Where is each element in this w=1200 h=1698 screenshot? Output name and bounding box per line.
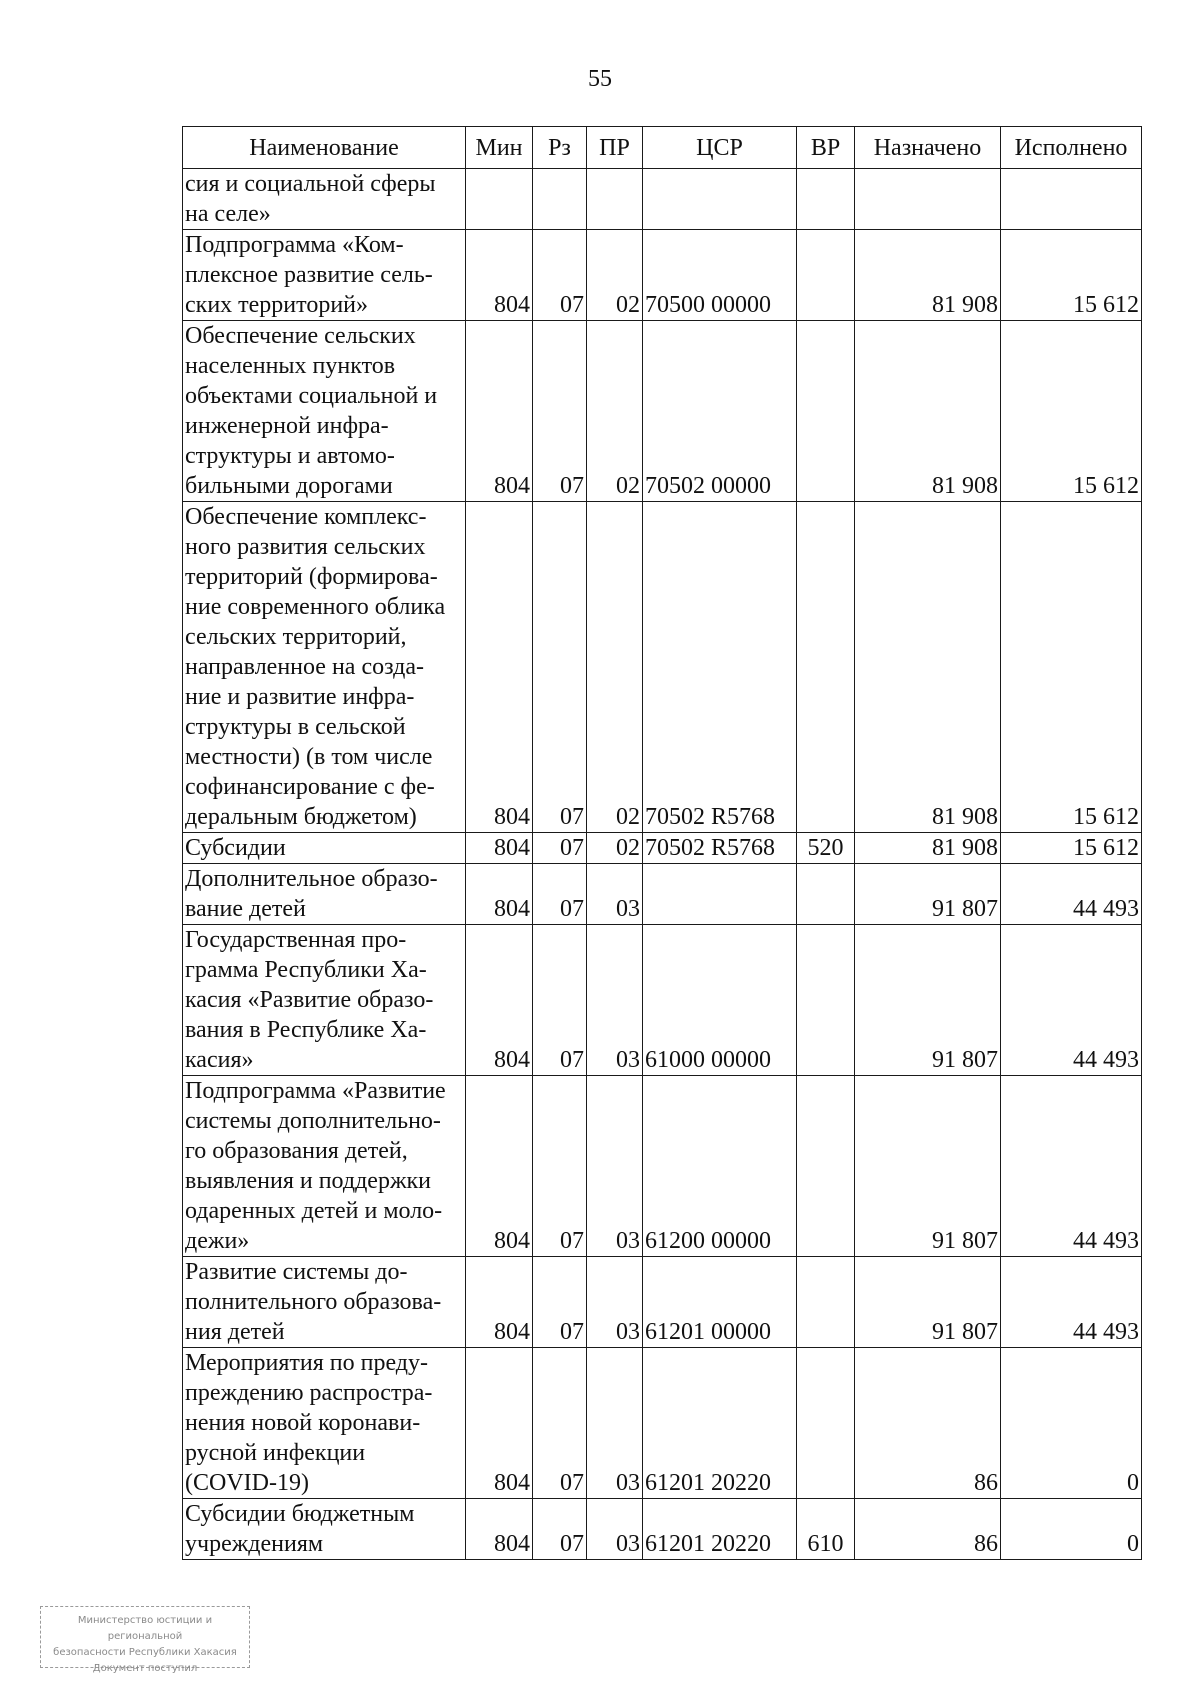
cell-min: 804: [466, 1499, 533, 1560]
cell-name-line: деральным бюджетом): [185, 804, 417, 830]
cell-name-line: нения новой коронави-: [185, 1410, 421, 1436]
cell-name-line: сельских территорий,: [185, 624, 407, 650]
cell-rz: 07: [533, 1076, 587, 1257]
cell-name-line: Развитие системы до-: [185, 1259, 408, 1285]
cell-vr: 520: [797, 833, 855, 864]
registration-stamp: [40, 1606, 250, 1674]
cell-name-line: русной инфекции: [185, 1440, 366, 1466]
cell-assigned: 81 908: [855, 833, 1001, 864]
cell-min: 804: [466, 230, 533, 321]
cell-assigned: 91 807: [855, 925, 1001, 1076]
cell-name-line: Мероприятия по преду-: [185, 1350, 428, 1376]
cell-name-line: Субсидии бюджетным: [185, 1501, 415, 1527]
cell-rz: 07: [533, 1348, 587, 1499]
cell-executed: 44 493: [1001, 1076, 1142, 1257]
cell-name-line: преждению распростра-: [185, 1380, 433, 1406]
cell-assigned: 91 807: [855, 1076, 1001, 1257]
cell-name-line: (COVID-19): [185, 1470, 309, 1496]
cell-name-line: инженерной инфра-: [185, 413, 389, 439]
cell-name-line: сия и социальной сферы: [185, 171, 436, 197]
cell-rz: 07: [533, 1257, 587, 1348]
cell-vr: [797, 925, 855, 1076]
cell-csr: 61201 00000: [643, 1257, 797, 1348]
cell-rz: 07: [533, 925, 587, 1076]
table-row: [183, 925, 1142, 1076]
cell-executed: 15 612: [1001, 833, 1142, 864]
cell-name-line: касия «Развитие образо-: [185, 987, 434, 1013]
header-assigned: Назначено: [855, 127, 1001, 169]
cell-assigned: 91 807: [855, 864, 1001, 925]
cell-pr: 03: [587, 1499, 643, 1560]
cell-min: [466, 169, 533, 230]
table-row: [183, 1499, 1142, 1560]
cell-name-line: Субсидии: [185, 835, 286, 861]
cell-name-line: вания в Республике Ха-: [185, 1017, 427, 1043]
cell-name: [183, 502, 466, 833]
cell-csr: [643, 169, 797, 230]
cell-pr: 03: [587, 1257, 643, 1348]
table-row: [183, 169, 1142, 230]
cell-csr: 70500 00000: [643, 230, 797, 321]
cell-name: [183, 169, 466, 230]
cell-name-line: Подпрограмма «Ком-: [185, 232, 404, 258]
cell-rz: 07: [533, 321, 587, 502]
cell-executed: [1001, 169, 1142, 230]
cell-pr: 02: [587, 321, 643, 502]
cell-pr: 02: [587, 230, 643, 321]
cell-name-line: го образования детей,: [185, 1138, 408, 1164]
stamp-line: Документ поступил: [92, 1663, 198, 1674]
cell-name: [183, 833, 466, 864]
cell-min: 804: [466, 321, 533, 502]
cell-rz: [533, 169, 587, 230]
cell-csr: [643, 864, 797, 925]
cell-vr: [797, 321, 855, 502]
cell-name-line: ния детей: [185, 1319, 285, 1345]
cell-rz: 07: [533, 502, 587, 833]
table-row: [183, 321, 1142, 502]
cell-rz: 07: [533, 1499, 587, 1560]
cell-name-line: системы дополнительно-: [185, 1108, 441, 1134]
cell-pr: 02: [587, 833, 643, 864]
cell-csr: 70502 R5768: [643, 833, 797, 864]
cell-min: 804: [466, 833, 533, 864]
cell-name-line: выявления и поддержки: [185, 1168, 432, 1194]
cell-name-line: дежи»: [185, 1228, 250, 1254]
table-row: [183, 230, 1142, 321]
stamp-line: Министерство юстиции и региональной: [77, 1615, 213, 1642]
cell-csr: 61201 20220: [643, 1348, 797, 1499]
table-body: [183, 169, 1142, 1560]
table-row: [183, 833, 1142, 864]
table-row: [183, 1076, 1142, 1257]
cell-name-line: объектами социальной и: [185, 383, 438, 409]
header-rz: Рз: [533, 127, 587, 169]
table-header-row: [183, 127, 1142, 169]
cell-executed: 15 612: [1001, 321, 1142, 502]
cell-name: [183, 1257, 466, 1348]
cell-vr: [797, 1348, 855, 1499]
cell-name-line: населенных пунктов: [185, 353, 396, 379]
cell-assigned: 86: [855, 1499, 1001, 1560]
cell-assigned: 81 908: [855, 321, 1001, 502]
cell-min: 804: [466, 925, 533, 1076]
cell-executed: 0: [1001, 1348, 1142, 1499]
cell-vr: [797, 864, 855, 925]
cell-vr: [797, 230, 855, 321]
cell-name-line: Обеспечение сельских: [185, 323, 416, 349]
cell-name-line: вание детей: [185, 896, 306, 922]
cell-vr: [797, 169, 855, 230]
cell-assigned: 91 807: [855, 1257, 1001, 1348]
cell-name-line: полнительного образова-: [185, 1289, 442, 1315]
table-row: [183, 864, 1142, 925]
table-row: [183, 1257, 1142, 1348]
cell-name-line: касия»: [185, 1047, 254, 1073]
cell-assigned: 81 908: [855, 230, 1001, 321]
cell-name-line: направленное на созда-: [185, 654, 425, 680]
cell-name-line: местности) (в том числе: [185, 744, 433, 770]
cell-assigned: 81 908: [855, 502, 1001, 833]
table-row: [183, 1348, 1142, 1499]
cell-vr: [797, 1257, 855, 1348]
cell-name-line: учреждениям: [185, 1531, 324, 1557]
cell-pr: 03: [587, 864, 643, 925]
cell-vr: [797, 1076, 855, 1257]
header-pr: ПР: [587, 127, 643, 169]
cell-pr: 03: [587, 925, 643, 1076]
cell-executed: 44 493: [1001, 864, 1142, 925]
cell-name: [183, 1348, 466, 1499]
header-min: Мин: [466, 127, 533, 169]
cell-min: 804: [466, 1257, 533, 1348]
cell-csr: 61000 00000: [643, 925, 797, 1076]
cell-name-line: бильными дорогами: [185, 473, 393, 499]
cell-rz: 07: [533, 864, 587, 925]
budget-table: [182, 126, 1142, 1560]
cell-name-line: ских территорий»: [185, 292, 368, 318]
cell-csr: 70502 00000: [643, 321, 797, 502]
table-row: [183, 502, 1142, 833]
cell-min: 804: [466, 1076, 533, 1257]
cell-name: [183, 321, 466, 502]
header-csr: ЦСР: [643, 127, 797, 169]
cell-pr: 02: [587, 502, 643, 833]
cell-executed: 15 612: [1001, 230, 1142, 321]
cell-name: [183, 925, 466, 1076]
cell-rz: 07: [533, 833, 587, 864]
cell-name-line: ного развития сельских: [185, 534, 426, 560]
cell-rz: 07: [533, 230, 587, 321]
header-name: Наименование: [183, 127, 466, 169]
cell-name: [183, 864, 466, 925]
cell-name-line: грамма Республики Ха-: [185, 957, 427, 983]
cell-name-line: Государственная про-: [185, 927, 407, 953]
cell-name: [183, 230, 466, 321]
cell-pr: 03: [587, 1348, 643, 1499]
cell-csr: 70502 R5768: [643, 502, 797, 833]
cell-name: [183, 1076, 466, 1257]
cell-executed: 44 493: [1001, 1257, 1142, 1348]
cell-executed: 44 493: [1001, 925, 1142, 1076]
stamp-line: безопасности Республики Хакасия: [53, 1647, 237, 1658]
cell-assigned: 86: [855, 1348, 1001, 1499]
cell-executed: 15 612: [1001, 502, 1142, 833]
cell-vr: [797, 502, 855, 833]
cell-csr: 61201 20220: [643, 1499, 797, 1560]
cell-pr: [587, 169, 643, 230]
cell-name-line: софинансирование с фе-: [185, 774, 435, 800]
cell-name-line: плексное развитие сель-: [185, 262, 433, 288]
cell-name-line: структуры и автомо-: [185, 443, 395, 469]
cell-min: 804: [466, 864, 533, 925]
cell-min: 804: [466, 1348, 533, 1499]
cell-assigned: [855, 169, 1001, 230]
cell-name-line: территорий (формирова-: [185, 564, 438, 590]
cell-name-line: Обеспечение комплекс-: [185, 504, 427, 530]
cell-name: [183, 1499, 466, 1560]
cell-executed: 0: [1001, 1499, 1142, 1560]
header-vr: ВР: [797, 127, 855, 169]
cell-vr: 610: [797, 1499, 855, 1560]
cell-pr: 03: [587, 1076, 643, 1257]
cell-name-line: на селе»: [185, 201, 271, 227]
cell-csr: 61200 00000: [643, 1076, 797, 1257]
cell-name-line: ние и развитие инфра-: [185, 684, 415, 710]
cell-name-line: Подпрограмма «Развитие: [185, 1078, 446, 1104]
header-executed: Исполнено: [1001, 127, 1142, 169]
cell-min: 804: [466, 502, 533, 833]
cell-name-line: Дополнительное образо-: [185, 866, 438, 892]
cell-name-line: структуры в сельской: [185, 714, 406, 740]
cell-name-line: ние современного облика: [185, 594, 446, 620]
page-number: 55: [588, 66, 612, 92]
cell-name-line: одаренных детей и моло-: [185, 1198, 443, 1224]
